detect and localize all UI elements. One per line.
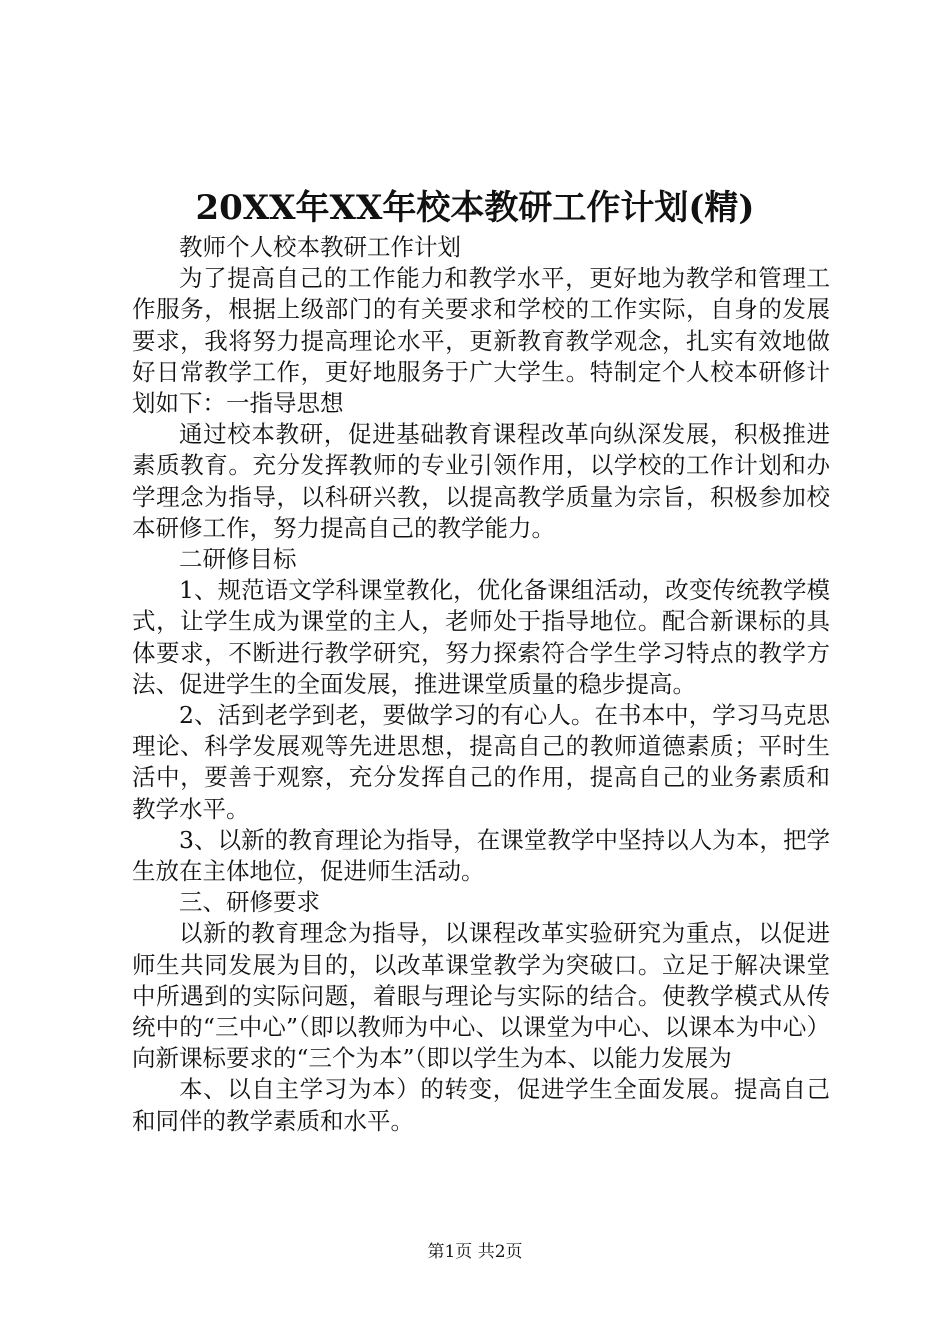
section-heading-requirements: 三、研修要求 xyxy=(179,888,320,917)
page-number-footer: 第1页 共2页 xyxy=(427,1242,523,1262)
subtitle-paragraph: 教师个人校本教研工作计划 xyxy=(179,233,461,261)
requirements-continued-paragraph: 本、以自主学习为本）的转变，促进学生全面发展。提高自己和同伴的教学素质和水平。 xyxy=(132,1075,830,1135)
guiding-ideology-paragraph: 通过校本教研，促进基础教育课程改革向纵深发展，积极推进素质教育。充分发挥教师的专业引领作用，以学校的工作计划和办学理念为指导，以科研兴教，以提高教学质量为宗旨，积极参加校本研修工作，努力提高自己的教学能力。 xyxy=(132,420,830,542)
document-title: 20XX年XX年校本教研工作计划(精) xyxy=(195,188,755,228)
goal-item-3: 3、以新的教育理论为指导，在课堂教学中坚持以人为本，把学生放在主体地位，促进师生活动。 xyxy=(132,825,830,886)
requirements-paragraph: 以新的教育理念为指导，以课程改革实验研究为重点，以促进师生共同发展为目的，以改革课堂教学为突破口。立足于解决课堂中所遇到的实际问题，着眼与理论与实际的结合。使教学模式从传统中的“三中心”（即以教师为中心、以课堂为中心、以课本为中心）向新课标要求的“三个为本”（即以学生为本、以能力发展为 xyxy=(132,919,830,1073)
document-body xyxy=(132,232,830,1137)
goal-item-2: 2、活到老学到老，要做学习的有心人。在书本中，学习马克思理论、科学发展观等先进思想，提高自己的教师道德素质；平时生活中，要善于观察，充分发挥自己的作用，提高自己的业务素质和教学水平。 xyxy=(132,701,830,823)
goal-item-1: 1、规范语文学科课堂教化，优化备课组活动，改变传统教学模式，让学生成为课堂的主人，老师处于指导地位。配合新课标的具体要求，不断进行教学研究，努力探索符合学生学习特点的教学方法、促进学生的全面发展，推进课堂质量的稳步提高。 xyxy=(132,576,830,698)
intro-paragraph: 为了提高自己的工作能力和教学水平，更好地为教学和管理工作服务，根据上级部门的有关要求和学校的工作实际，自身的发展要求，我将努力提高理论水平，更新教育教学观念，扎实有效地做好日常教学工作，更好地服务于广大学生。特制定个人校本研修计划如下：一指导思想 xyxy=(132,264,830,418)
section-heading-goals: 二研修目标 xyxy=(179,545,297,574)
